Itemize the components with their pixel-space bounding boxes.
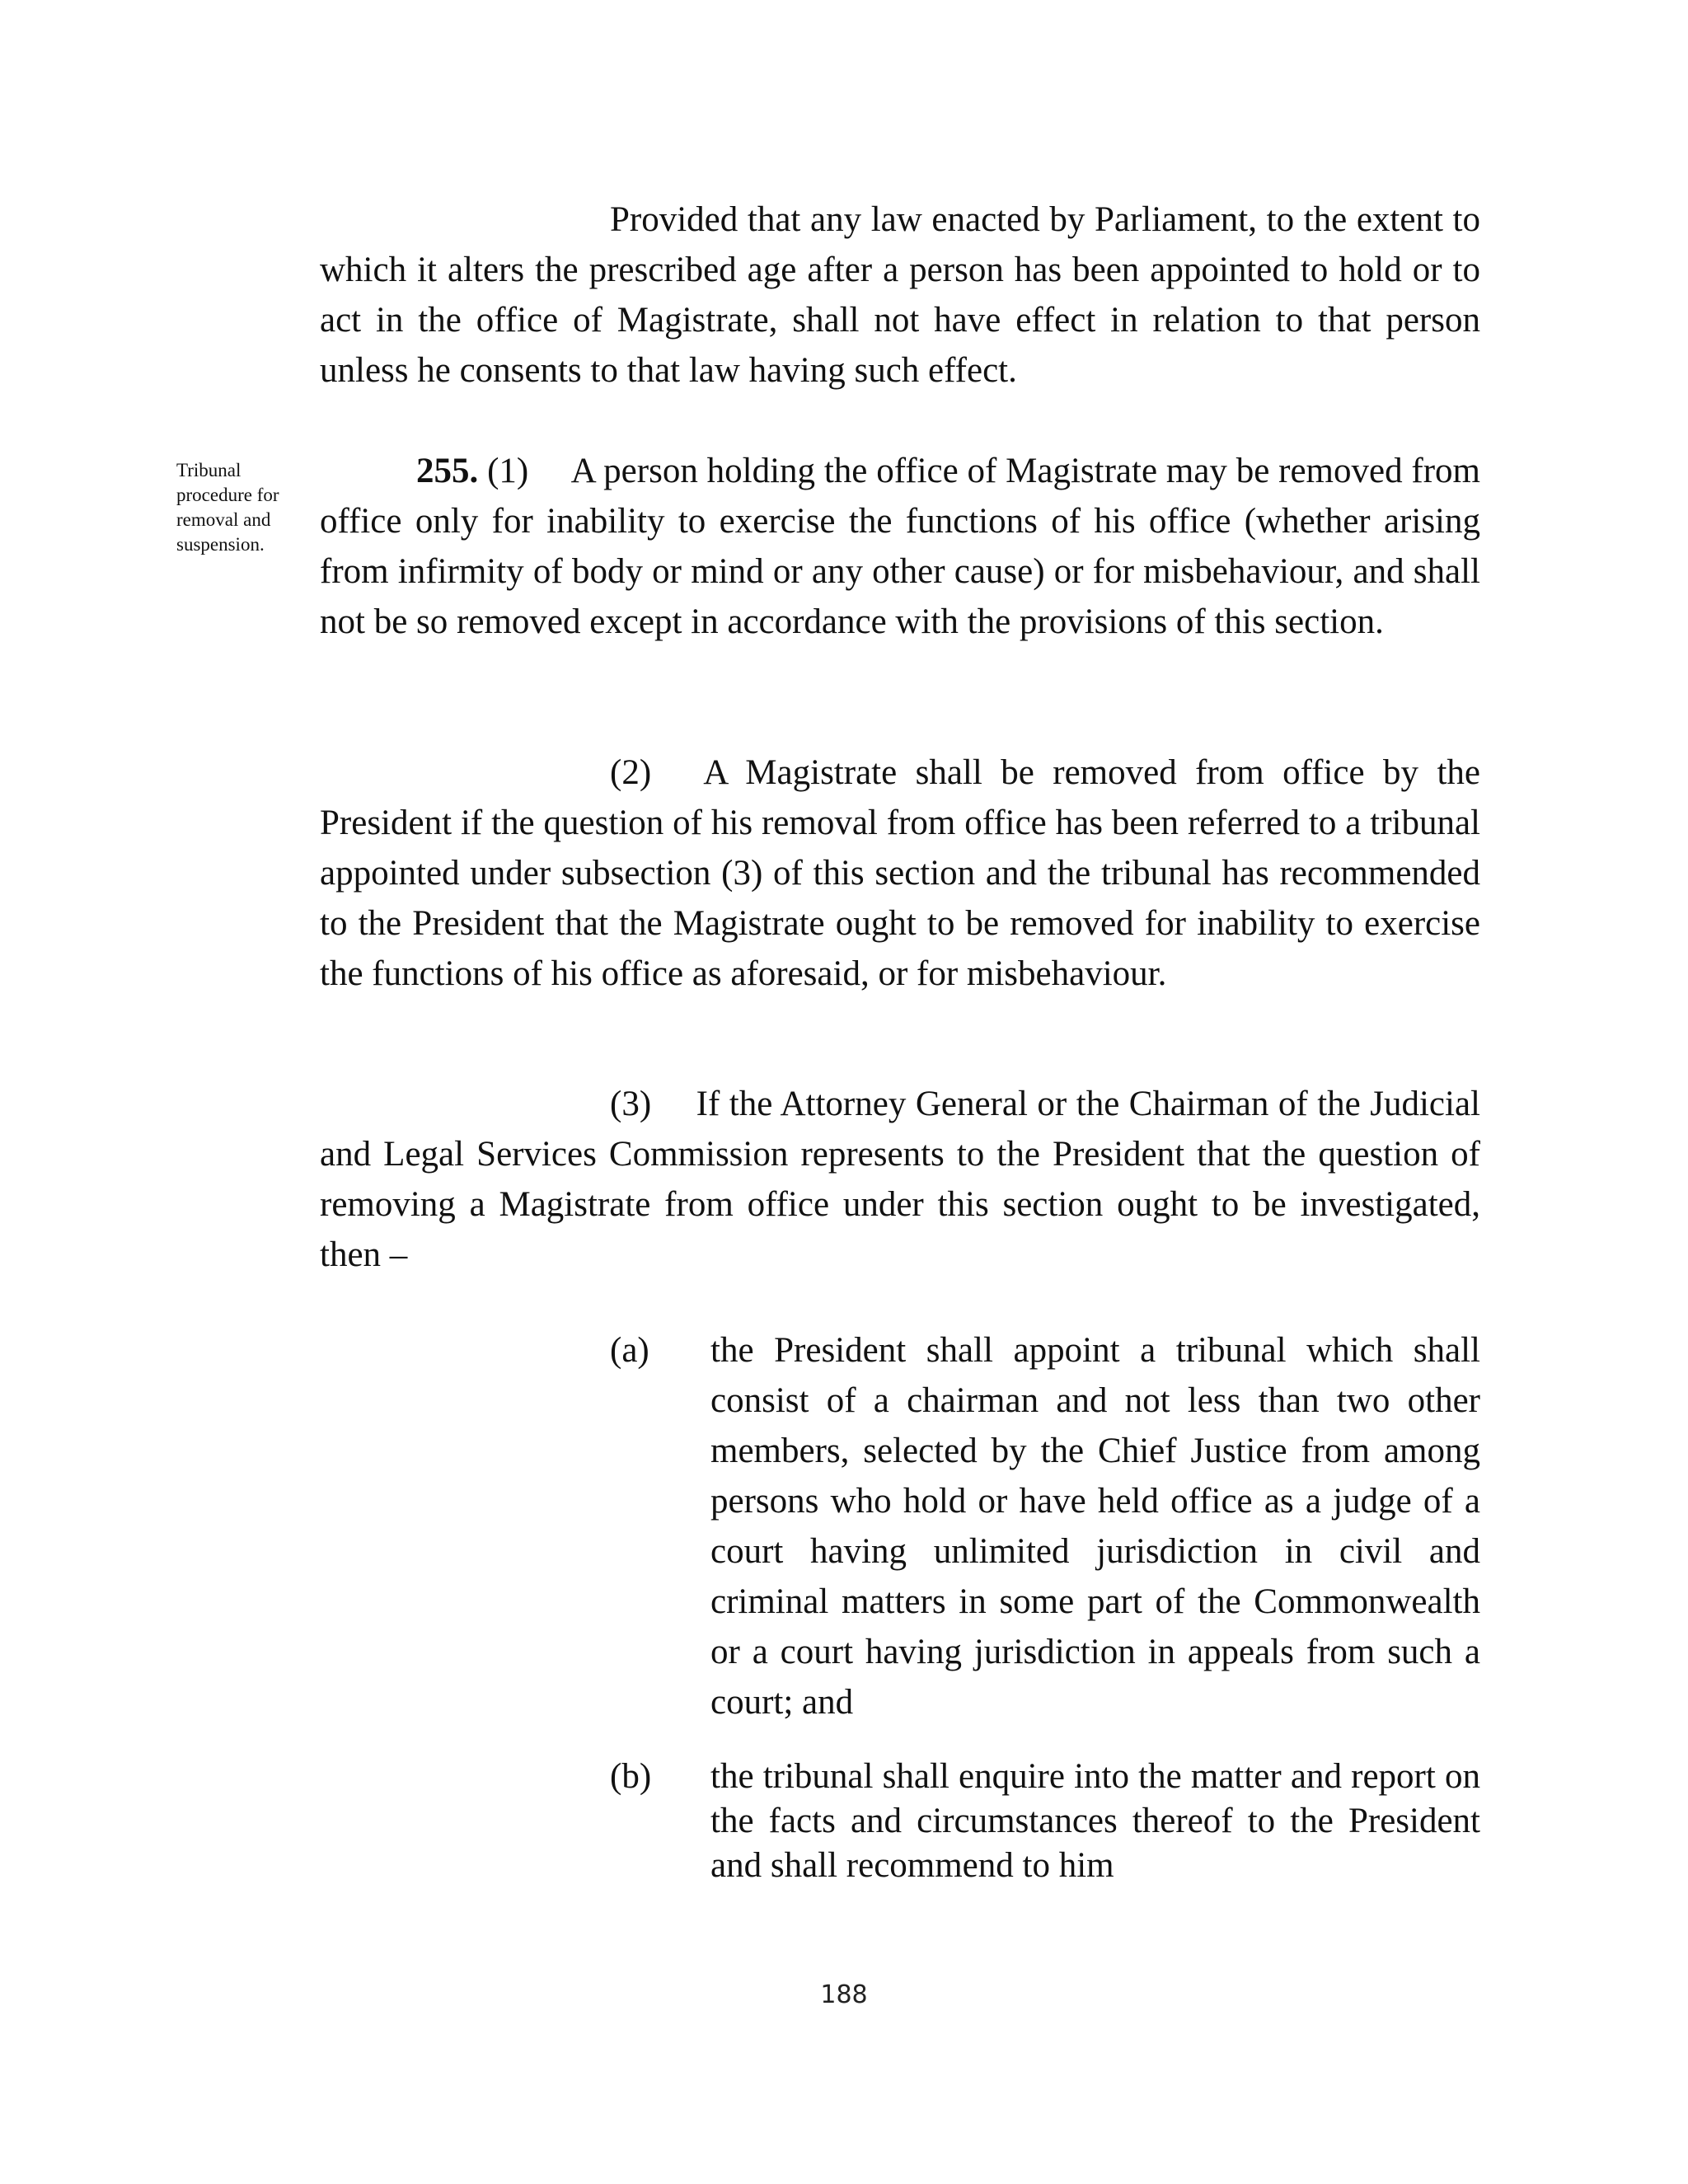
item-b-label: (b) [610, 1757, 652, 1796]
item-a-text: the President shall appoint a tribunal which shall consist of a chairman and not less than two other members, selected by the Chief Justice from among persons who hold or have held office as a judge of a court having unlimited jurisdiction in civil and criminal matters in some part of the Commonwealth or a court having jurisdiction in appeals from such a court; and [710, 1331, 1480, 1722]
marginal-note [176, 458, 300, 557]
item-b-text: the tribunal shall enquire into the matter and report on the facts and circumstances thereof to the President and shall recommend to him [710, 1757, 1480, 1885]
marginal-note-line: suspension. [176, 534, 265, 555]
marginal-note-line: removal and [176, 509, 271, 530]
marginal-note-line: procedure for [176, 485, 279, 505]
item-a-label: (a) [610, 1331, 649, 1370]
proviso-paragraph: Provided that any law enacted by Parliament, to the extent to which it alters the prescribed age after a person has been appointed to hold or to act in the office of Magistrate, shall not have effect in relation to that person unless he consents to that law having such effect. [320, 200, 1480, 390]
subsection-1-text: (1) A person holding the office of Magistrate may be removed from office only for inability to exercise the functions of his office (whether arising from infirmity of body or mind or any other cause) or for misbehaviour, and shall not be so removed except in accordance with the provisions of this section. [320, 452, 1480, 641]
section-number: 255. [416, 452, 479, 490]
marginal-note-line: Tribunal [176, 460, 241, 480]
section-255-subsection-3: (3) If the Attorney General or the Chairman of the Judicial and Legal Services Commission represents to the President that the question of removing a Magistrate from office under this section ought to be investigated, then – [320, 1085, 1480, 1274]
page-number: 188 [820, 1980, 868, 2009]
section-255-subsection-2: (2) A Magistrate shall be removed from office by the President if the question of his removal from office has been referred to a tribunal appointed under subsection (3) of this section and the tribunal has recommended to the President that the Magistrate ought to be removed for inability to exercise the functions of his office as aforesaid, or for misbehaviour. [320, 753, 1480, 993]
section-255-subsection-1 [320, 446, 1480, 647]
